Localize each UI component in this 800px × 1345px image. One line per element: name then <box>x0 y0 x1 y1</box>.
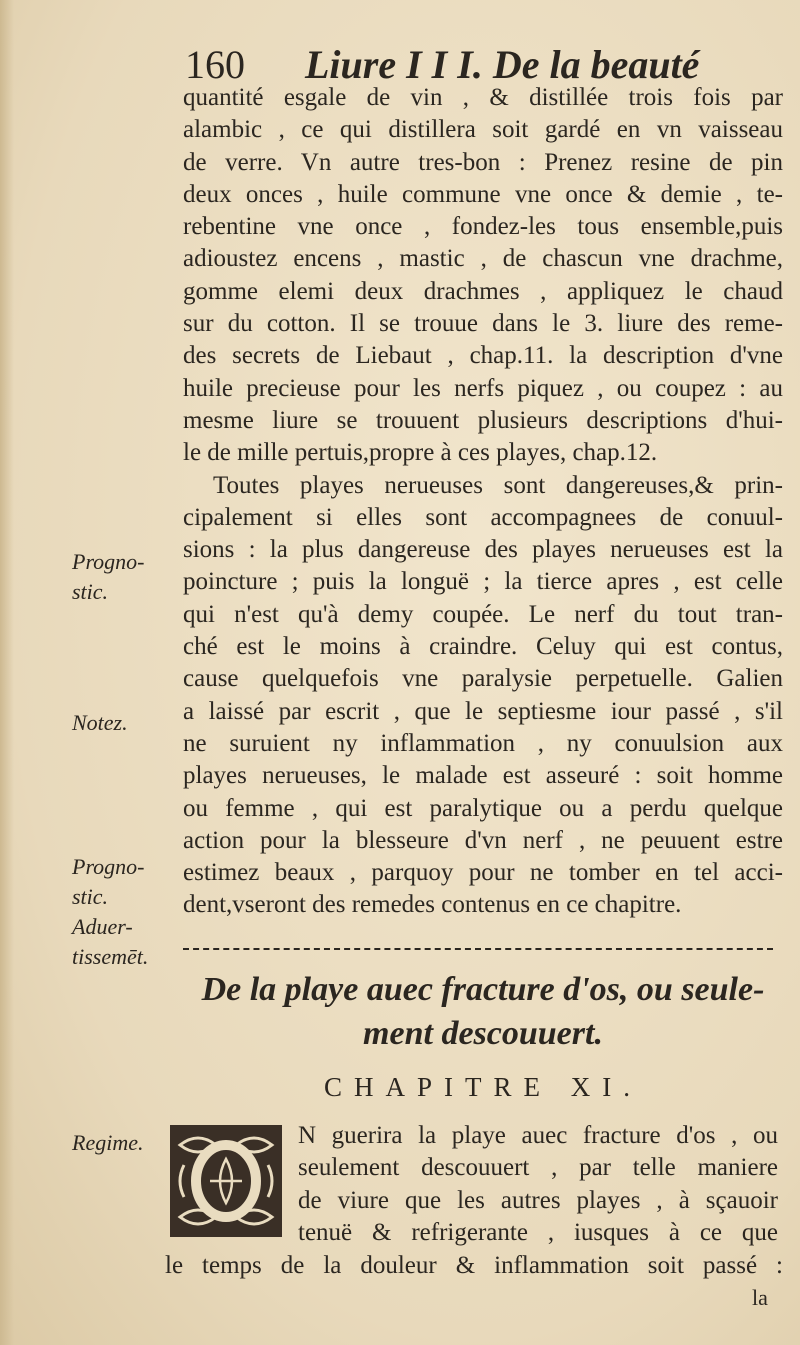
text-line: action pour la blesseure d'vn nerf , ne peuuent estre <box>183 826 783 854</box>
text-line: poincture ; puis la longuë ; la tierce apres , est celle <box>183 568 783 596</box>
text-line: rebentine vne once , fondez-les tous ensemble,puis <box>183 213 783 241</box>
text-line: estimez beaux , parquoy pour ne tomber en tel acci- <box>183 859 783 887</box>
text-line: ché est le moins à craindre. Celuy qui est contus, <box>183 633 783 661</box>
section-title-line: ment descouuert. <box>363 1015 603 1052</box>
margin-prognostic-2a: Progno- <box>72 854 145 879</box>
section-title-line: De la playe auec fracture d'os, ou seule- <box>201 971 765 1008</box>
page-number: 160 <box>185 42 245 87</box>
text-line: de verre. Vn autre tres-bon : Prenez resine de pin <box>183 148 783 176</box>
text-line: quantité esgale de vin , & distillée trois fois par <box>183 84 783 111</box>
text-line: de viure que les autres playes , à sçauoir <box>298 1186 778 1214</box>
main-text-block <box>183 82 783 922</box>
text-line: seulement descouuert , par telle maniere <box>298 1154 778 1182</box>
text-line: deux onces , huile commune vne once & demie , te- <box>183 180 783 208</box>
text-line: le temps de la douleur & inflammation soit passé : <box>165 1252 783 1279</box>
margin-prognostic-1b: stic. <box>72 579 109 604</box>
text-line: ou femme , qui est paralytique ou a perdu quelque <box>183 794 783 822</box>
running-title: Liure I I I. De la beauté <box>305 42 700 87</box>
text-line: a laissé par escrit , que le septiesme iour passé , s'il <box>183 697 783 725</box>
margin-prognostic-2b: stic. <box>72 884 109 909</box>
margin-notez: Notez. <box>72 710 128 735</box>
text-line: dent,vseront des remedes contenus en ce chapitre. <box>183 891 682 919</box>
catchword: la <box>752 1285 768 1310</box>
text-line: le de mille pertuis,propre à ces playes, chap.12. <box>183 439 658 467</box>
text-line: cipalement si elles sont accompagnees de conuul- <box>183 503 783 531</box>
ornamental-initial <box>170 1125 282 1237</box>
text-line: ne suruient ny inflammation , ny conuulsion aux <box>183 729 783 757</box>
margin-aduertissement-a: Aduer- <box>72 914 133 939</box>
gutter-shadow <box>0 0 14 1345</box>
text-line: huile precieuse pour les nerfs piquez , ou coupez : au <box>183 374 783 402</box>
text-line: alambic , ce qui distillera soit gardé en vn vaisseau <box>183 116 783 144</box>
ornamental-initial-graphic <box>170 1125 282 1237</box>
chapter-text-block <box>298 1120 778 1249</box>
text-line: playes nerueuses, le malade est asseuré : soit homme <box>183 762 783 790</box>
text-line: qui n'est qu'à demy coupée. Le nerf du tout tran- <box>183 600 783 628</box>
text-line: cause quelquefois vne paralysie perpetuelle. Galien <box>183 665 783 693</box>
text-line: Toutes playes nerueuses sont dangereuses,& prin- <box>213 471 783 499</box>
text-line: mesme liure se trouuent plusieurs descriptions d'hui- <box>183 406 783 434</box>
chapter-heading: CHAPITRE XI. <box>324 1072 642 1102</box>
chapter-text-tail <box>165 1250 783 1282</box>
text-line: des secrets de Liebaut , chap.11. la description d'vne <box>183 342 783 370</box>
margin-aduertissement-b: tissemēt. <box>72 944 149 969</box>
text-line: sions : la plus dangereuse des playes nerueuses est la <box>183 536 783 564</box>
section-divider <box>183 948 773 953</box>
margin-regime: Regime. <box>72 1130 144 1155</box>
section-title <box>183 968 783 1056</box>
text-line: sur du cotton. Il se trouue dans le 3. liure des reme- <box>183 310 783 338</box>
text-line: N guerira la playe auec fracture d'os , ou <box>298 1122 778 1149</box>
text-line: adioustez encens , mastic , de chascun vne drachme, <box>183 245 783 273</box>
text-line: gomme elemi deux drachmes , appliquez le chaud <box>183 277 783 305</box>
margin-prognostic-1a: Progno- <box>72 549 145 574</box>
text-line: tenuë & refrigerante , iusques à ce que <box>298 1218 778 1246</box>
